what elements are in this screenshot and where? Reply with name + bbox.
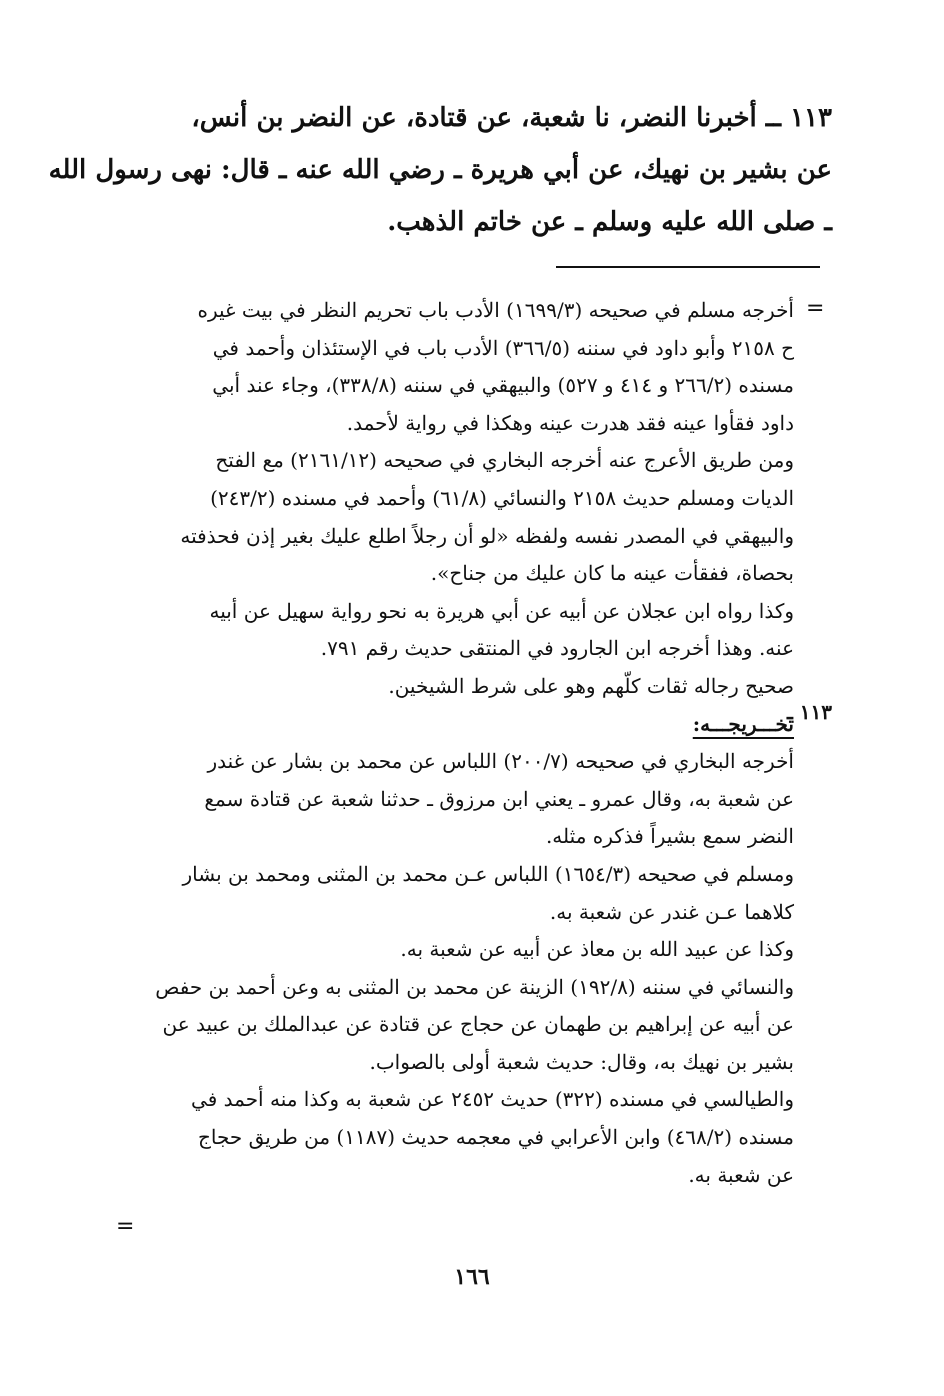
footnote-line: مسنده (٤٦٨/٢) وابن الأعرابي في معجمه حديث (١١٨٧) من طريق حجاج (197, 1125, 794, 1150)
footnotes (128, 292, 794, 1194)
entry-number: ١١٣ ـ (786, 700, 832, 724)
footnote-line: ح ٢١٥٨ وأبو داود في سننه (٣٦٦/٥) الأدب باب في الإستئذان وأحمد في (212, 335, 794, 360)
footnote-line: عن أبيه عن إبراهيم بن طهمان عن حجاج عن قتادة عن عبدالملك بن عبيد عن (162, 1012, 794, 1037)
footnote-separator (556, 266, 820, 268)
footnote-line: عن شعبة به، وقال عمرو ـ يعني ابن مرزوق ـ حدثنا شعبة عن قتادة سمع (204, 786, 794, 811)
footnote-line: بحصاة، ففقأت عينه ما كان عليك من جناح». (430, 561, 794, 586)
continuation-marker-top: = (806, 296, 825, 321)
page-number: ١٦٦ (454, 1264, 490, 1290)
footnote-line: أخرجه مسلم في صحيحه (١٦٩٩/٣) الأدب باب تحريم النظر في بيت غيره (197, 298, 794, 322)
footnote-line: والطيالسي في مسنده (٣٢٢) حديث ٢٤٥٢ عن شعبة به وكذا منه أحمد في (191, 1087, 794, 1112)
footnote-line: ومن طريق الأعرج عنه أخرجه البخاري في صحيحه (٢١٦١/١٢) مع الفتح (215, 448, 794, 473)
footnote-line: عن شعبة به. (688, 1162, 794, 1187)
footnote-line: بشير بن نهيك به، وقال: حديث شعبة أولى بالصواب. (369, 1049, 794, 1074)
footnote-line: كلاهما عـن غندر عن شعبة به. (549, 899, 794, 924)
footnote-line: والنسائي في سننه (١٩٢/٨) الزينة عن محمد بن المثنى به وعن أحمد بن حفص (155, 974, 794, 999)
footnote-line: وكذا رواه ابن عجلان عن أبيه عن أبي هريرة به نحو رواية سهيل عن أبيه (209, 598, 794, 623)
footnote-line: وكذا عن عبيد الله بن معاذ عن أبيه عن شعبة به. (400, 937, 794, 962)
footnote-line: عنه. وهذا أخرجه ابن الجارود في المنتقى حديث رقم ٧٩١. (320, 636, 794, 661)
footnote-line: صحيح رجاله ثقات كلّهم وهو على شرط الشيخين. (388, 673, 794, 698)
footnote-line: النضر سمع بشيراً فذكره مثله. (545, 824, 794, 849)
footnote-line: الديات ومسلم حديث ٢١٥٨ والنسائي (٦١/٨) وأحمد في مسنده (٢٤٣/٢) (210, 485, 794, 510)
hadith-text (48, 92, 832, 248)
footnote-line: داود فقأوا عينه فقد هدرت عينه وهكذا في رواية لأحمد. (346, 410, 794, 435)
takhrij-heading: تخـــريجـــه: (692, 711, 794, 736)
hadith-line: ١١٣ ــ أخبرنا النضر، نا شعبة، عن قتادة، عن النضر بن أنس، (191, 103, 832, 133)
hadith-line: ـ صلى الله عليه وسلم ـ عن خاتم الذهب. (387, 207, 832, 237)
footnote-line: ومسلم في صحيحه (١٦٥٤/٣) اللباس عـن محمد بن المثنى ومحمد بن بشار (182, 861, 794, 886)
hadith-line: عن بشير بن نهيك، عن أبي هريرة ـ رضي الله عنه ـ قال: نهى رسول الله (48, 155, 832, 185)
footnote-line: مسنده (٢٦٦/٢ و ٤١٤ و ٥٢٧) والبيهقي في سننه (٣٣٨/٨)، وجاء عند أبي (212, 373, 794, 398)
continuation-marker-bottom: = (116, 1214, 135, 1239)
footnote-line: أخرجه البخاري في صحيحه (٢٠٠/٧) اللباس عن محمد بن بشار عن غندر (207, 749, 794, 774)
footnote-line: والبيهقي في المصدر نفسه ولفظه «لو أن رجلاً اطلع عليك بغير إذن فحذفته (180, 523, 794, 548)
